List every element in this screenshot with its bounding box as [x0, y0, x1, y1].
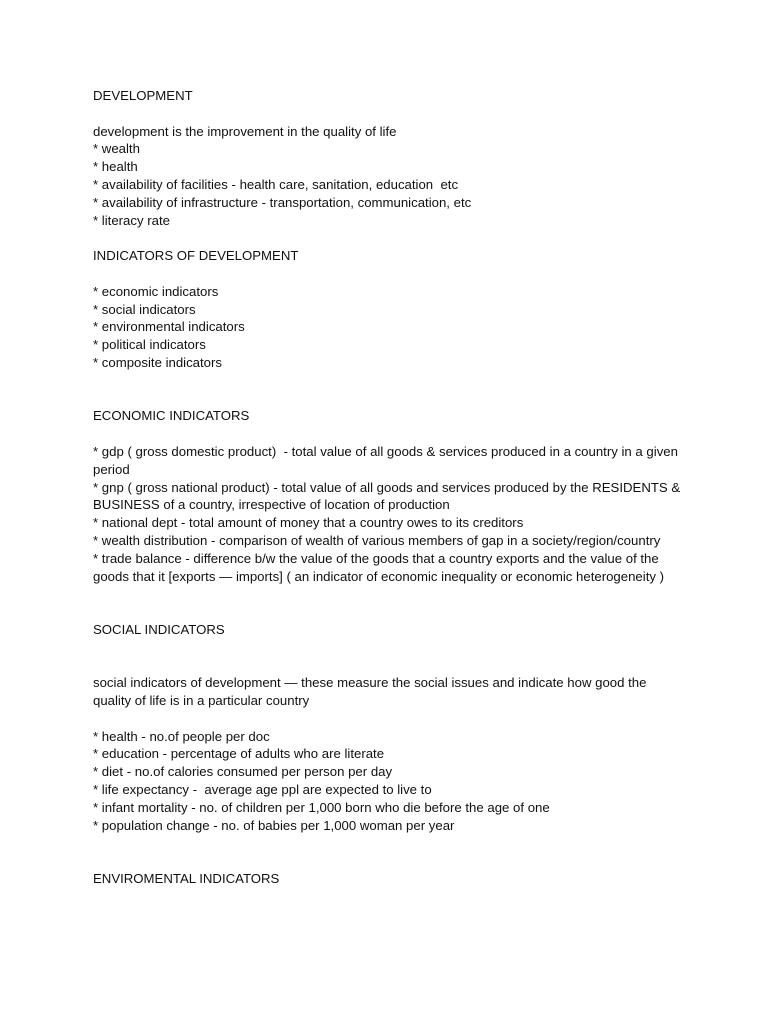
list-item: * national dept - total amount of money that a country owes to its creditors [93, 515, 524, 531]
list-item: * economic indicators [93, 283, 219, 299]
list-item: * population change - no. of babies per 1,000 woman per year [93, 817, 455, 833]
development-definition: development is the improvement in the quality of life [93, 123, 397, 139]
list-item: * health [93, 159, 138, 175]
section-heading-indicators: INDICATORS OF DEVELOPMENT [93, 248, 299, 264]
list-item: * social indicators [93, 301, 196, 317]
spacer [93, 229, 683, 247]
list-item: * availability of infrastructure - transportation, communication, etc [93, 194, 472, 210]
spacer [93, 265, 683, 283]
document-title: DEVELOPMENT [93, 88, 193, 103]
spacer [93, 372, 683, 408]
list-item: * wealth [93, 141, 140, 157]
list-item: * diet - no.of calories consumed per person per day [93, 764, 393, 780]
list-item: * gnp ( gross national product) - total value of all goods and services produced by the RESIDENTS & BUSINESS of a country, irrespective of location of production [93, 479, 684, 513]
spacer [93, 639, 683, 675]
list-item: * wealth distribution - comparison of wealth of various members of gap in a society/region/country [93, 532, 661, 548]
list-item: * environmental indicators [93, 319, 245, 335]
list-item: * literacy rate [93, 212, 170, 228]
spacer [93, 585, 683, 621]
section-heading-environmental: ENVIROMENTAL INDICATORS [93, 871, 280, 887]
spacer [93, 710, 683, 728]
list-item: * availability of facilities - health care, sanitation, education etc [93, 176, 459, 192]
section-heading-social: SOCIAL INDICATORS [93, 621, 225, 637]
document-page [93, 87, 683, 888]
list-item: * gdp ( gross domestic product) - total value of all goods & services produced in a country in a given period [93, 443, 682, 477]
list-item: * education - percentage of adults who are literate [93, 746, 385, 762]
list-item: * composite indicators [93, 354, 223, 370]
list-item: * life expectancy - average age ppl are expected to live to [93, 782, 432, 798]
spacer [93, 105, 683, 123]
spacer [93, 425, 683, 443]
social-definition: social indicators of development — these measure the social issues and indicate how good the quality of life is in a particular country [93, 675, 651, 709]
list-item: * infant mortality - no. of children per 1,000 born who die before the age of one [93, 799, 550, 815]
list-item: * trade balance - difference b/w the value of the goods that a country exports and the value of the goods that it [exports — imports] ( an indicator of economic inequality or economic heterogeneity ) [93, 550, 665, 584]
section-heading-economic: ECONOMIC INDICATORS [93, 408, 250, 424]
list-item: * political indicators [93, 337, 206, 353]
list-item: * health - no.of people per doc [93, 728, 270, 744]
spacer [93, 834, 683, 870]
